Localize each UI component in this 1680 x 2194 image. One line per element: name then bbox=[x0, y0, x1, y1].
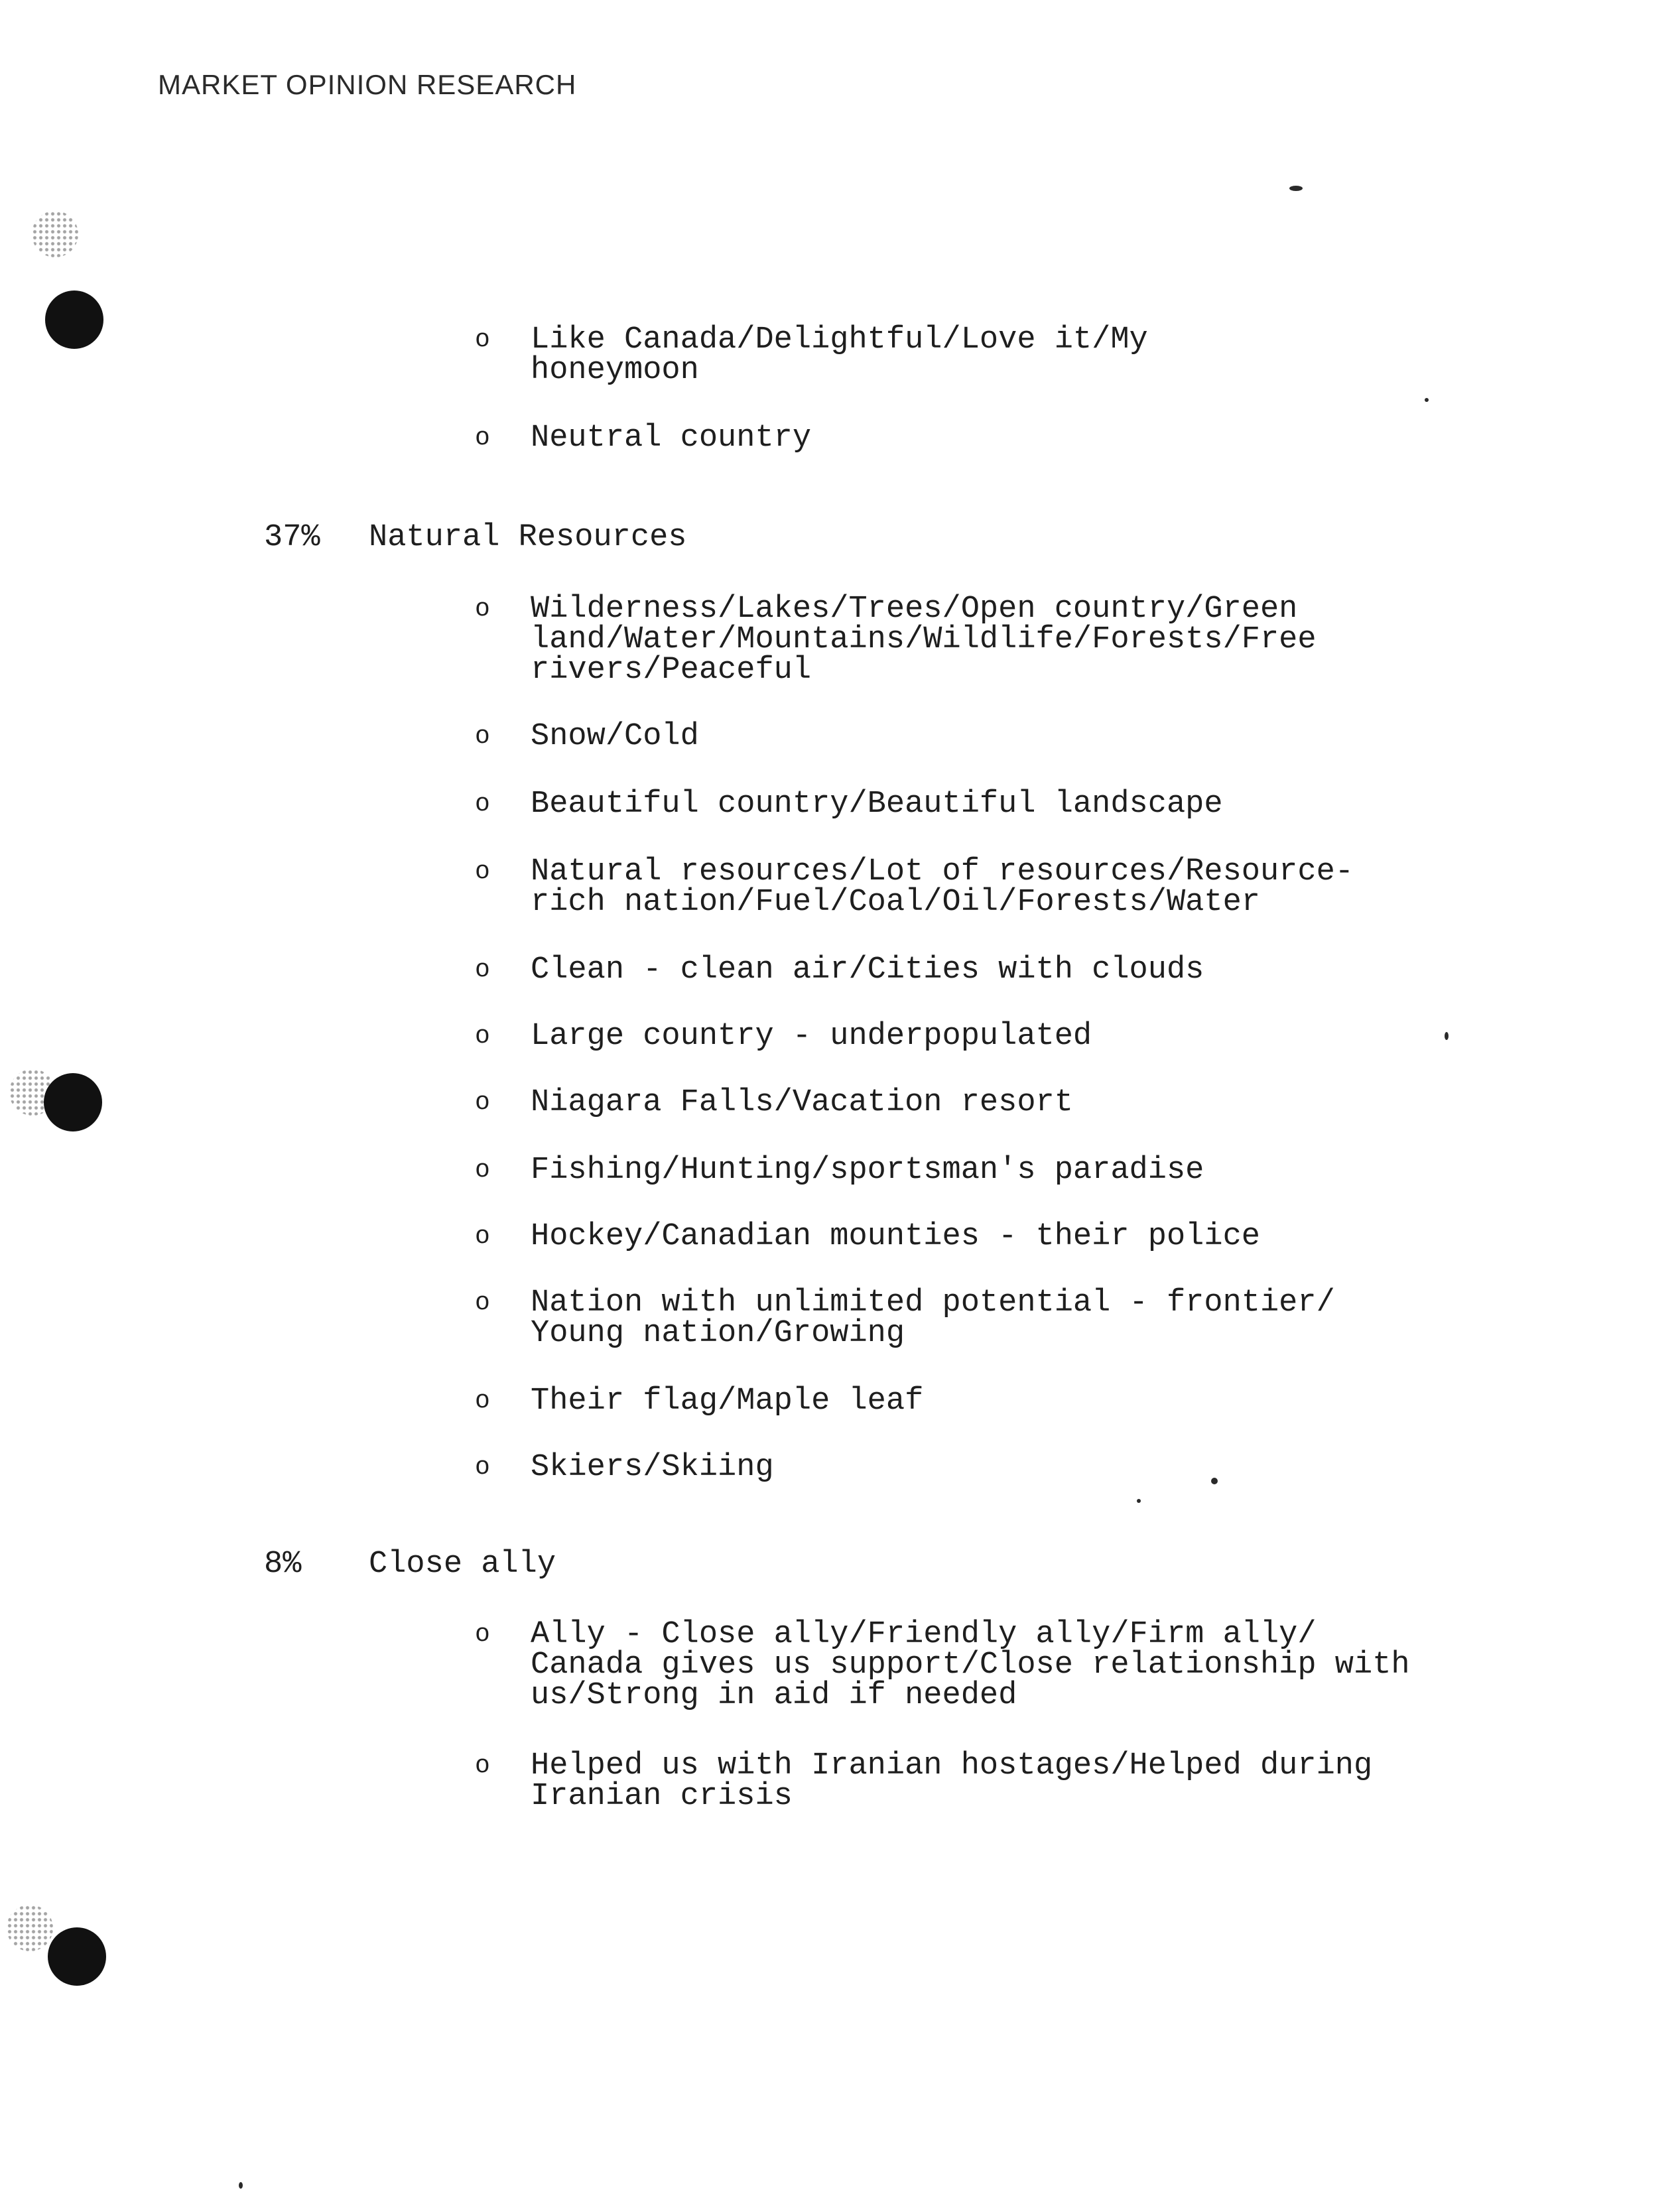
section-title: Close ally bbox=[369, 1547, 556, 1582]
bullet-marker: o bbox=[475, 1088, 490, 1117]
list-item-text: Like Canada/Delightful/Love it/My honeymoon bbox=[531, 322, 1148, 388]
list-item-text: Snow/Cold bbox=[531, 719, 699, 754]
bullet-marker: o bbox=[475, 326, 490, 354]
list-item-text: Helped us with Iranian hostages/Helped during Iranian crisis bbox=[531, 1748, 1373, 1814]
list-item-text: Neutral country bbox=[531, 420, 812, 456]
list-item-text: Their flag/Maple leaf bbox=[531, 1384, 924, 1419]
list-item-text: Natural resources/Lot of resources/Resource- rich nation/Fuel/Coal/Oil/Forests/Water bbox=[531, 854, 1354, 920]
list-item-text: Nation with unlimited potential - frontier/ Young nation/Growing bbox=[531, 1285, 1335, 1351]
section-percent: 37% bbox=[264, 520, 320, 555]
bullet-marker: o bbox=[475, 722, 490, 751]
scan-speck bbox=[1289, 186, 1303, 191]
punch-hole bbox=[45, 290, 103, 349]
list-item-text: Hockey/Canadian mounties - their police bbox=[531, 1219, 1260, 1254]
bullet-marker: o bbox=[475, 1222, 490, 1251]
scan-speck bbox=[239, 2182, 243, 2189]
bullet-marker: o bbox=[475, 1752, 490, 1780]
punch-hole bbox=[44, 1073, 102, 1131]
bullet-marker: o bbox=[475, 956, 490, 984]
bullet-marker: o bbox=[475, 1022, 490, 1051]
list-item-text: Skiers/Skiing bbox=[531, 1450, 774, 1485]
bullet-marker: o bbox=[475, 858, 490, 886]
bullet-marker: o bbox=[475, 1289, 490, 1317]
bullet-marker: o bbox=[475, 1156, 490, 1185]
bullet-marker: o bbox=[475, 1453, 490, 1482]
bullet-marker: o bbox=[475, 1620, 490, 1649]
punch-hole-halo bbox=[32, 211, 78, 257]
list-item-text: Beautiful country/Beautiful landscape bbox=[531, 787, 1223, 822]
list-item-text: Wilderness/Lakes/Trees/Open country/Green land/Water/Mountains/Wildlife/Forests/Free rivers/Peaceful bbox=[531, 592, 1317, 688]
section-percent: 8% bbox=[264, 1547, 302, 1582]
list-item-text: Niagara Falls/Vacation resort bbox=[531, 1085, 1073, 1120]
list-item-text: Fishing/Hunting/sportsman's paradise bbox=[531, 1153, 1204, 1188]
bullet-marker: o bbox=[475, 1387, 490, 1415]
bullet-marker: o bbox=[475, 424, 490, 452]
bullet-marker: o bbox=[475, 595, 490, 623]
list-item-text: Clean - clean air/Cities with clouds bbox=[531, 952, 1204, 988]
bullet-marker: o bbox=[475, 790, 490, 818]
list-item-text: Large country - underpopulated bbox=[531, 1019, 1092, 1054]
section-title: Natural Resources bbox=[369, 520, 687, 555]
scan-speck bbox=[1425, 398, 1429, 402]
punch-hole bbox=[48, 1927, 106, 1986]
scan-speck bbox=[1137, 1499, 1141, 1503]
punch-hole-halo bbox=[7, 1905, 53, 1951]
list-item-text: Ally - Close ally/Friendly ally/Firm ally/ Canada gives us support/Close relationship with us/Strong in aid if needed bbox=[531, 1617, 1410, 1713]
company-header: MARKET OPINION RESEARCH bbox=[158, 69, 577, 100]
